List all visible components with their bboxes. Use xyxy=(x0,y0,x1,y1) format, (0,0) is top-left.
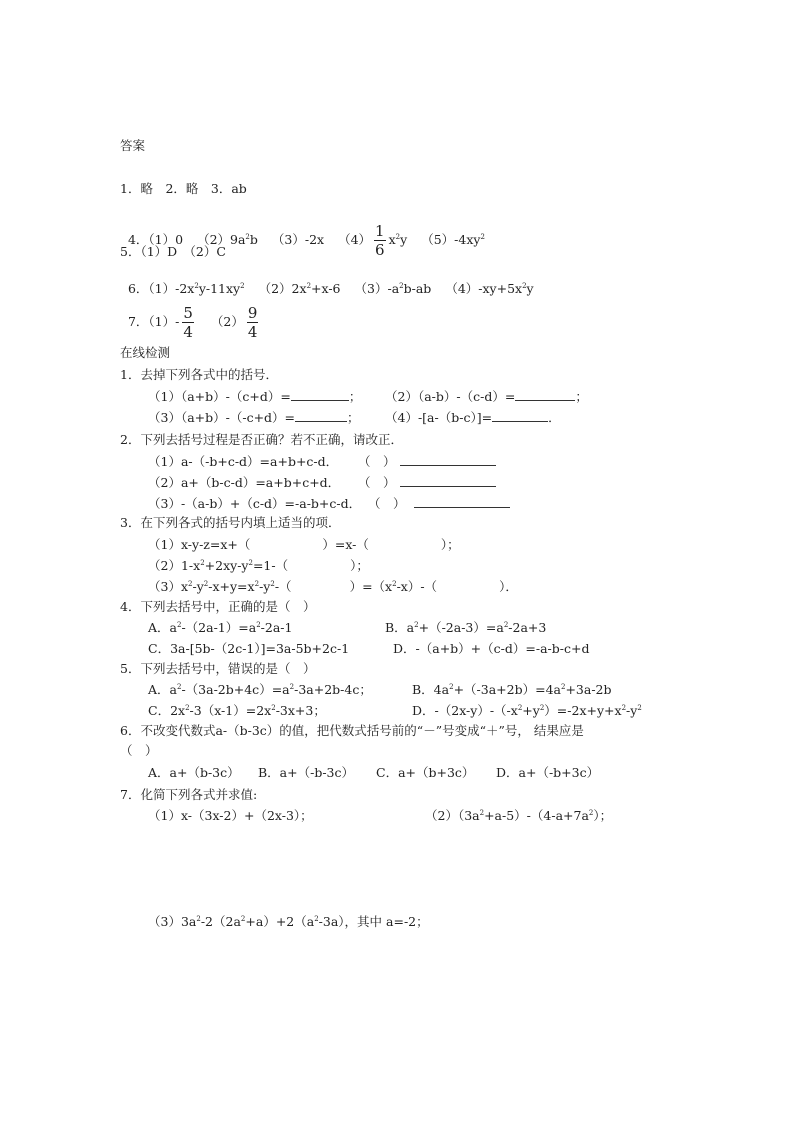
sup: 2 xyxy=(560,683,566,691)
text: （1）（a+b）-（c+d）= xyxy=(148,389,291,404)
text: -y xyxy=(626,703,638,718)
sup: 2 xyxy=(479,809,485,817)
text: ）=x-（ xyxy=(322,537,369,552)
part: y xyxy=(526,281,534,296)
part: （4） xyxy=(338,232,372,247)
text: -x+y=x xyxy=(208,579,255,594)
sup: 2 xyxy=(480,233,485,241)
sup: 2 xyxy=(248,559,253,567)
q3-item-1 xyxy=(148,537,460,553)
q1-item-3 xyxy=(148,410,360,426)
q2-paren-2[interactable]: （ ） xyxy=(358,475,396,490)
text: （3）3a xyxy=(148,914,197,929)
sup: 2 xyxy=(621,704,627,712)
text: ． xyxy=(548,410,561,425)
q1-item-2 xyxy=(385,389,588,405)
q2-stem: 2．下列去括号过程是否正确？若不正确，请改正． xyxy=(120,432,403,447)
part: （1）-2x xyxy=(148,281,195,296)
answer-blank[interactable] xyxy=(515,389,575,401)
text: -2（2a xyxy=(200,914,241,929)
sup: 2 xyxy=(271,704,276,712)
sup: 2 xyxy=(588,809,594,817)
q6-option-a[interactable]: A．a+（b-3c） xyxy=(148,765,240,780)
text: +（-2a-3）=a xyxy=(418,620,504,635)
text: B．4a xyxy=(412,682,450,697)
sup: 2 xyxy=(637,704,642,712)
sup: 2 xyxy=(176,683,182,691)
part: （1）- xyxy=(148,314,180,329)
text: （2）（3a xyxy=(425,808,480,823)
q6-option-c[interactable]: C．a+（b+3c） xyxy=(376,765,475,780)
q3-stem: 3．在下列各式的括号内填上适当的项． xyxy=(120,515,341,530)
text: +y xyxy=(522,703,540,718)
answer-blank[interactable] xyxy=(414,496,510,508)
part: （3）-a xyxy=(354,281,400,296)
answer-blank[interactable] xyxy=(400,454,496,466)
answer-blank[interactable] xyxy=(492,410,548,422)
fraction xyxy=(247,304,259,341)
answers-q7 xyxy=(120,288,261,341)
sup: 2 xyxy=(176,621,182,629)
q1-item-4 xyxy=(385,410,561,426)
sup: 2 xyxy=(414,621,419,629)
text: （3）（a+b）-（-c+d）= xyxy=(148,410,296,425)
sup: 2 xyxy=(306,282,312,290)
text: -2a-1 xyxy=(260,620,293,635)
q4-option-a[interactable] xyxy=(148,620,292,636)
q4-option-c[interactable]: C．3a-[5b-（2c-1）]=3a-5b+2c-1 xyxy=(148,641,350,656)
text: D．-（2x-y）-（-x xyxy=(412,703,518,718)
q3-item-2 xyxy=(148,558,369,574)
sup: 2 xyxy=(240,282,245,290)
sup: 2 xyxy=(522,282,527,290)
text: -3a），其中 a=-2； xyxy=(318,914,429,929)
online-test-title: 在线检测 xyxy=(120,345,171,360)
numerator: 9 xyxy=(247,304,258,322)
part: （2）9a xyxy=(197,232,246,247)
denominator: 4 xyxy=(247,323,258,341)
text: +a-5）-（4-a+7a xyxy=(484,808,589,823)
text: （2）（a-b）-（c-d）= xyxy=(385,389,516,404)
text: -3（x-1）=2x xyxy=(189,703,272,718)
label: 7． xyxy=(127,314,149,329)
part: y-11xy xyxy=(198,281,241,296)
sup: 2 xyxy=(503,621,509,629)
text: ； xyxy=(348,389,362,404)
q4-stem: 4．下列去括号中，正确的是（ ） xyxy=(120,599,316,614)
text: ； xyxy=(575,389,588,404)
text: B．a xyxy=(385,620,415,635)
denominator: 6 xyxy=(375,241,385,259)
part: +x-6 xyxy=(311,281,341,296)
sup: 2 xyxy=(395,233,401,241)
sup: 2 xyxy=(314,915,319,923)
text: -2a+3 xyxy=(508,620,547,635)
answer-blank[interactable] xyxy=(291,389,349,401)
text: -（3a-2b+4c）=a xyxy=(181,682,290,697)
text: -x）-（ xyxy=(396,579,438,594)
q7-stem: 7．化简下列各式并求值: xyxy=(120,787,258,802)
part: y xyxy=(400,232,408,247)
label: 4． xyxy=(127,232,149,247)
part: （3）-2x xyxy=(271,232,325,247)
text: A．a xyxy=(148,620,177,635)
sup: 2 xyxy=(196,915,201,923)
label: 6． xyxy=(127,281,149,296)
fraction xyxy=(374,222,386,259)
denominator: 4 xyxy=(183,323,193,341)
q1-item-1 xyxy=(148,389,361,405)
q7-item-1: （1）x-（3x-2）+（2x-3）； xyxy=(148,808,313,823)
sup: 2 xyxy=(203,580,209,588)
fraction xyxy=(182,304,194,341)
part: （2） xyxy=(210,314,244,329)
sup: 2 xyxy=(185,704,190,712)
q1-stem: 1．去掉下列各式中的括号． xyxy=(120,367,278,382)
numerator: 1 xyxy=(375,222,385,240)
text: +2xy-y xyxy=(204,558,249,573)
part: b xyxy=(249,232,258,247)
q5-option-a[interactable] xyxy=(148,682,372,698)
q6-option-d[interactable]: D．a+（-b+3c） xyxy=(496,765,600,780)
q2-item-1: （1）a-（-b+c-d）=a+b+c-d． xyxy=(148,454,339,469)
answer-blank[interactable] xyxy=(400,475,496,487)
sup: 2 xyxy=(289,683,295,691)
text: （2）1-x xyxy=(148,558,201,573)
q7-item-3 xyxy=(148,914,429,930)
sup: 2 xyxy=(200,559,205,567)
text: +3a-2b xyxy=(565,682,612,697)
text: （4）-[a-（b-c）]= xyxy=(385,410,493,425)
text: ）=（x xyxy=(349,579,393,594)
q4-option-d[interactable]: D．-（a+b）+（c-d）=-a-b-c+d xyxy=(393,641,590,656)
part: b-ab xyxy=(403,281,432,296)
q2-paren-1[interactable]: （ ） xyxy=(358,454,396,469)
part: （4）-xy+5x xyxy=(445,281,523,296)
text: ）； xyxy=(593,808,613,823)
text: +a）+2（a xyxy=(245,914,315,929)
q6-stem: 6．不改变代数式a-（b-3c）的值，把代数式括号前的“－”号变成“＋”号， 结果应是 xyxy=(120,723,584,738)
numerator: 5 xyxy=(183,304,193,322)
q6-answer-paren[interactable]: （ ） xyxy=(120,743,158,758)
sup: 2 xyxy=(399,282,404,290)
text: -（ xyxy=(274,579,292,594)
q2-item-2: （2）a+（b-c-d）=a+b+c+d． xyxy=(148,475,341,490)
q5-stem: 5．下列去括号中，错误的是（ ） xyxy=(120,661,316,676)
sup: 2 xyxy=(188,580,193,588)
part: （2）2x xyxy=(258,281,307,296)
text: （3）x xyxy=(148,579,189,594)
sup: 2 xyxy=(517,704,523,712)
q5-option-d[interactable] xyxy=(412,703,642,719)
sup: 2 xyxy=(245,233,250,241)
text: C．2x xyxy=(148,703,186,718)
text: ； xyxy=(347,410,360,425)
text: -y xyxy=(192,579,204,594)
text: -3a+2b-4c； xyxy=(294,682,372,697)
q6-option-b[interactable]: B．a+（-b-3c） xyxy=(258,765,355,780)
answers-title: 答案 xyxy=(120,138,146,153)
q5-option-c[interactable] xyxy=(148,703,326,719)
sup: 2 xyxy=(270,580,275,588)
text: ）=-2x+y+x xyxy=(544,703,622,718)
sup: 2 xyxy=(539,704,545,712)
q3-item-3 xyxy=(148,579,518,595)
q2-item-3: （3）-（a-b）+（c-d）=-a-b+c-d． xyxy=(148,496,362,511)
text: ）； xyxy=(350,558,369,573)
sup: 2 xyxy=(240,915,246,923)
q7-item-2 xyxy=(425,808,612,824)
text: -3x+3； xyxy=(275,703,326,718)
text: （1）x-y-z=x+（ xyxy=(148,537,251,552)
answer-blank[interactable] xyxy=(295,410,347,422)
sup: 2 xyxy=(256,621,261,629)
q5-option-b[interactable] xyxy=(412,682,612,698)
part: （1）0 xyxy=(148,232,184,247)
text: +（-3a+2b）=4a xyxy=(453,682,561,697)
sup: 2 xyxy=(392,580,397,588)
text: -y xyxy=(259,579,271,594)
text: =1-（ xyxy=(252,558,289,573)
sup: 2 xyxy=(449,683,454,691)
answers-q1-3: 1．略 2．略 3．ab xyxy=(120,181,247,196)
answers-q5: 5．（1）D （2）C xyxy=(120,244,226,259)
part: x xyxy=(388,232,396,247)
text: ）； xyxy=(440,537,460,552)
q2-paren-3[interactable]: （ ） xyxy=(368,496,406,511)
part: （5）-4xy xyxy=(421,232,481,247)
text: A．a xyxy=(148,682,177,697)
sup: 2 xyxy=(254,580,260,588)
sup: 2 xyxy=(194,282,199,290)
text: ）． xyxy=(499,579,518,594)
q4-option-b[interactable] xyxy=(385,620,546,636)
text: -（2a-1）=a xyxy=(181,620,257,635)
